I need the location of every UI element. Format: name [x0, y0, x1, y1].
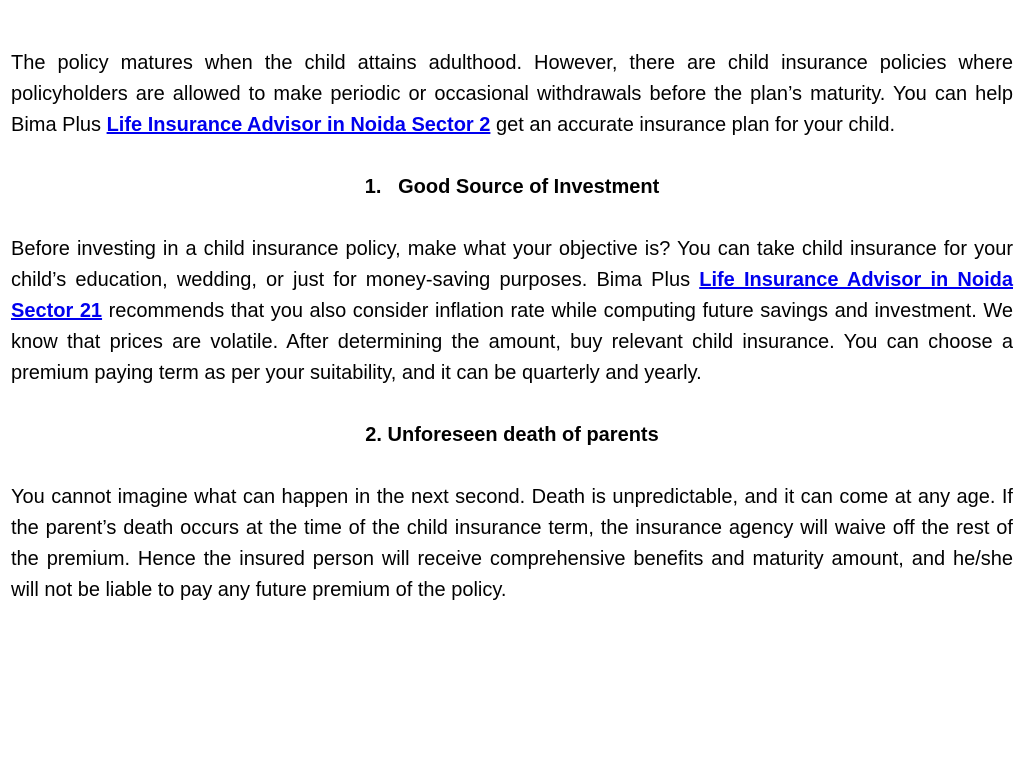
heading-text: 1. Good Source of Investment: [364, 176, 660, 198]
paragraph-death-of-parents: You cannot imagine what can happen in the next second. Death is unpredictable, and it can come at any age. If the parent’s death occurs at the time of the child insurance term, the insurance agency will waive off the rest of the premium. Hence the insured person will receive comprehensive benefits and maturity amount, and he/she will not be liable to pay any future premium of the policy.: [11, 486, 1013, 601]
paragraph-text: recommends that you also consider inflation rate while computing future savings and investment. We know that prices are volatile. After determining the amount, buy relevant child insurance. You can choose a premium paying term as per your suitability, and it can be quarterly and yearly.: [11, 300, 1013, 384]
life-insurance-advisor-sector-2-link[interactable]: Life Insurance Advisor in Noida Sector 2: [106, 114, 491, 136]
paragraph-text: The policy matures when the child attains adulthood. However, there are child insurance policies where policyholders are allowed to make periodic or occasional withdrawals before the plan’s maturity. You can help Bima Plus: [11, 52, 1013, 136]
paragraph-text: Before investing in a child insurance policy, make what your objective is? You can take child insurance for your child’s education, wedding, or just for money-saving purposes. Bima Plus: [11, 238, 1013, 291]
document-page: [11, 48, 1013, 606]
paragraph-text: get an accurate insurance plan for your child.: [490, 114, 896, 136]
life-insurance-advisor-sector-21-link[interactable]: Life Insurance Advisor in Noida Sector 21: [11, 269, 1013, 322]
paragraph-policy-maturity: [11, 48, 1013, 141]
paragraph-investment: [11, 234, 1013, 389]
spacer: [11, 451, 1013, 482]
heading-good-source-of-investment: [11, 172, 1013, 203]
spacer: [11, 389, 1013, 420]
spacer: [11, 141, 1013, 172]
heading-unforeseen-death: 2. Unforeseen death of parents: [365, 424, 659, 446]
spacer: [11, 203, 1013, 234]
